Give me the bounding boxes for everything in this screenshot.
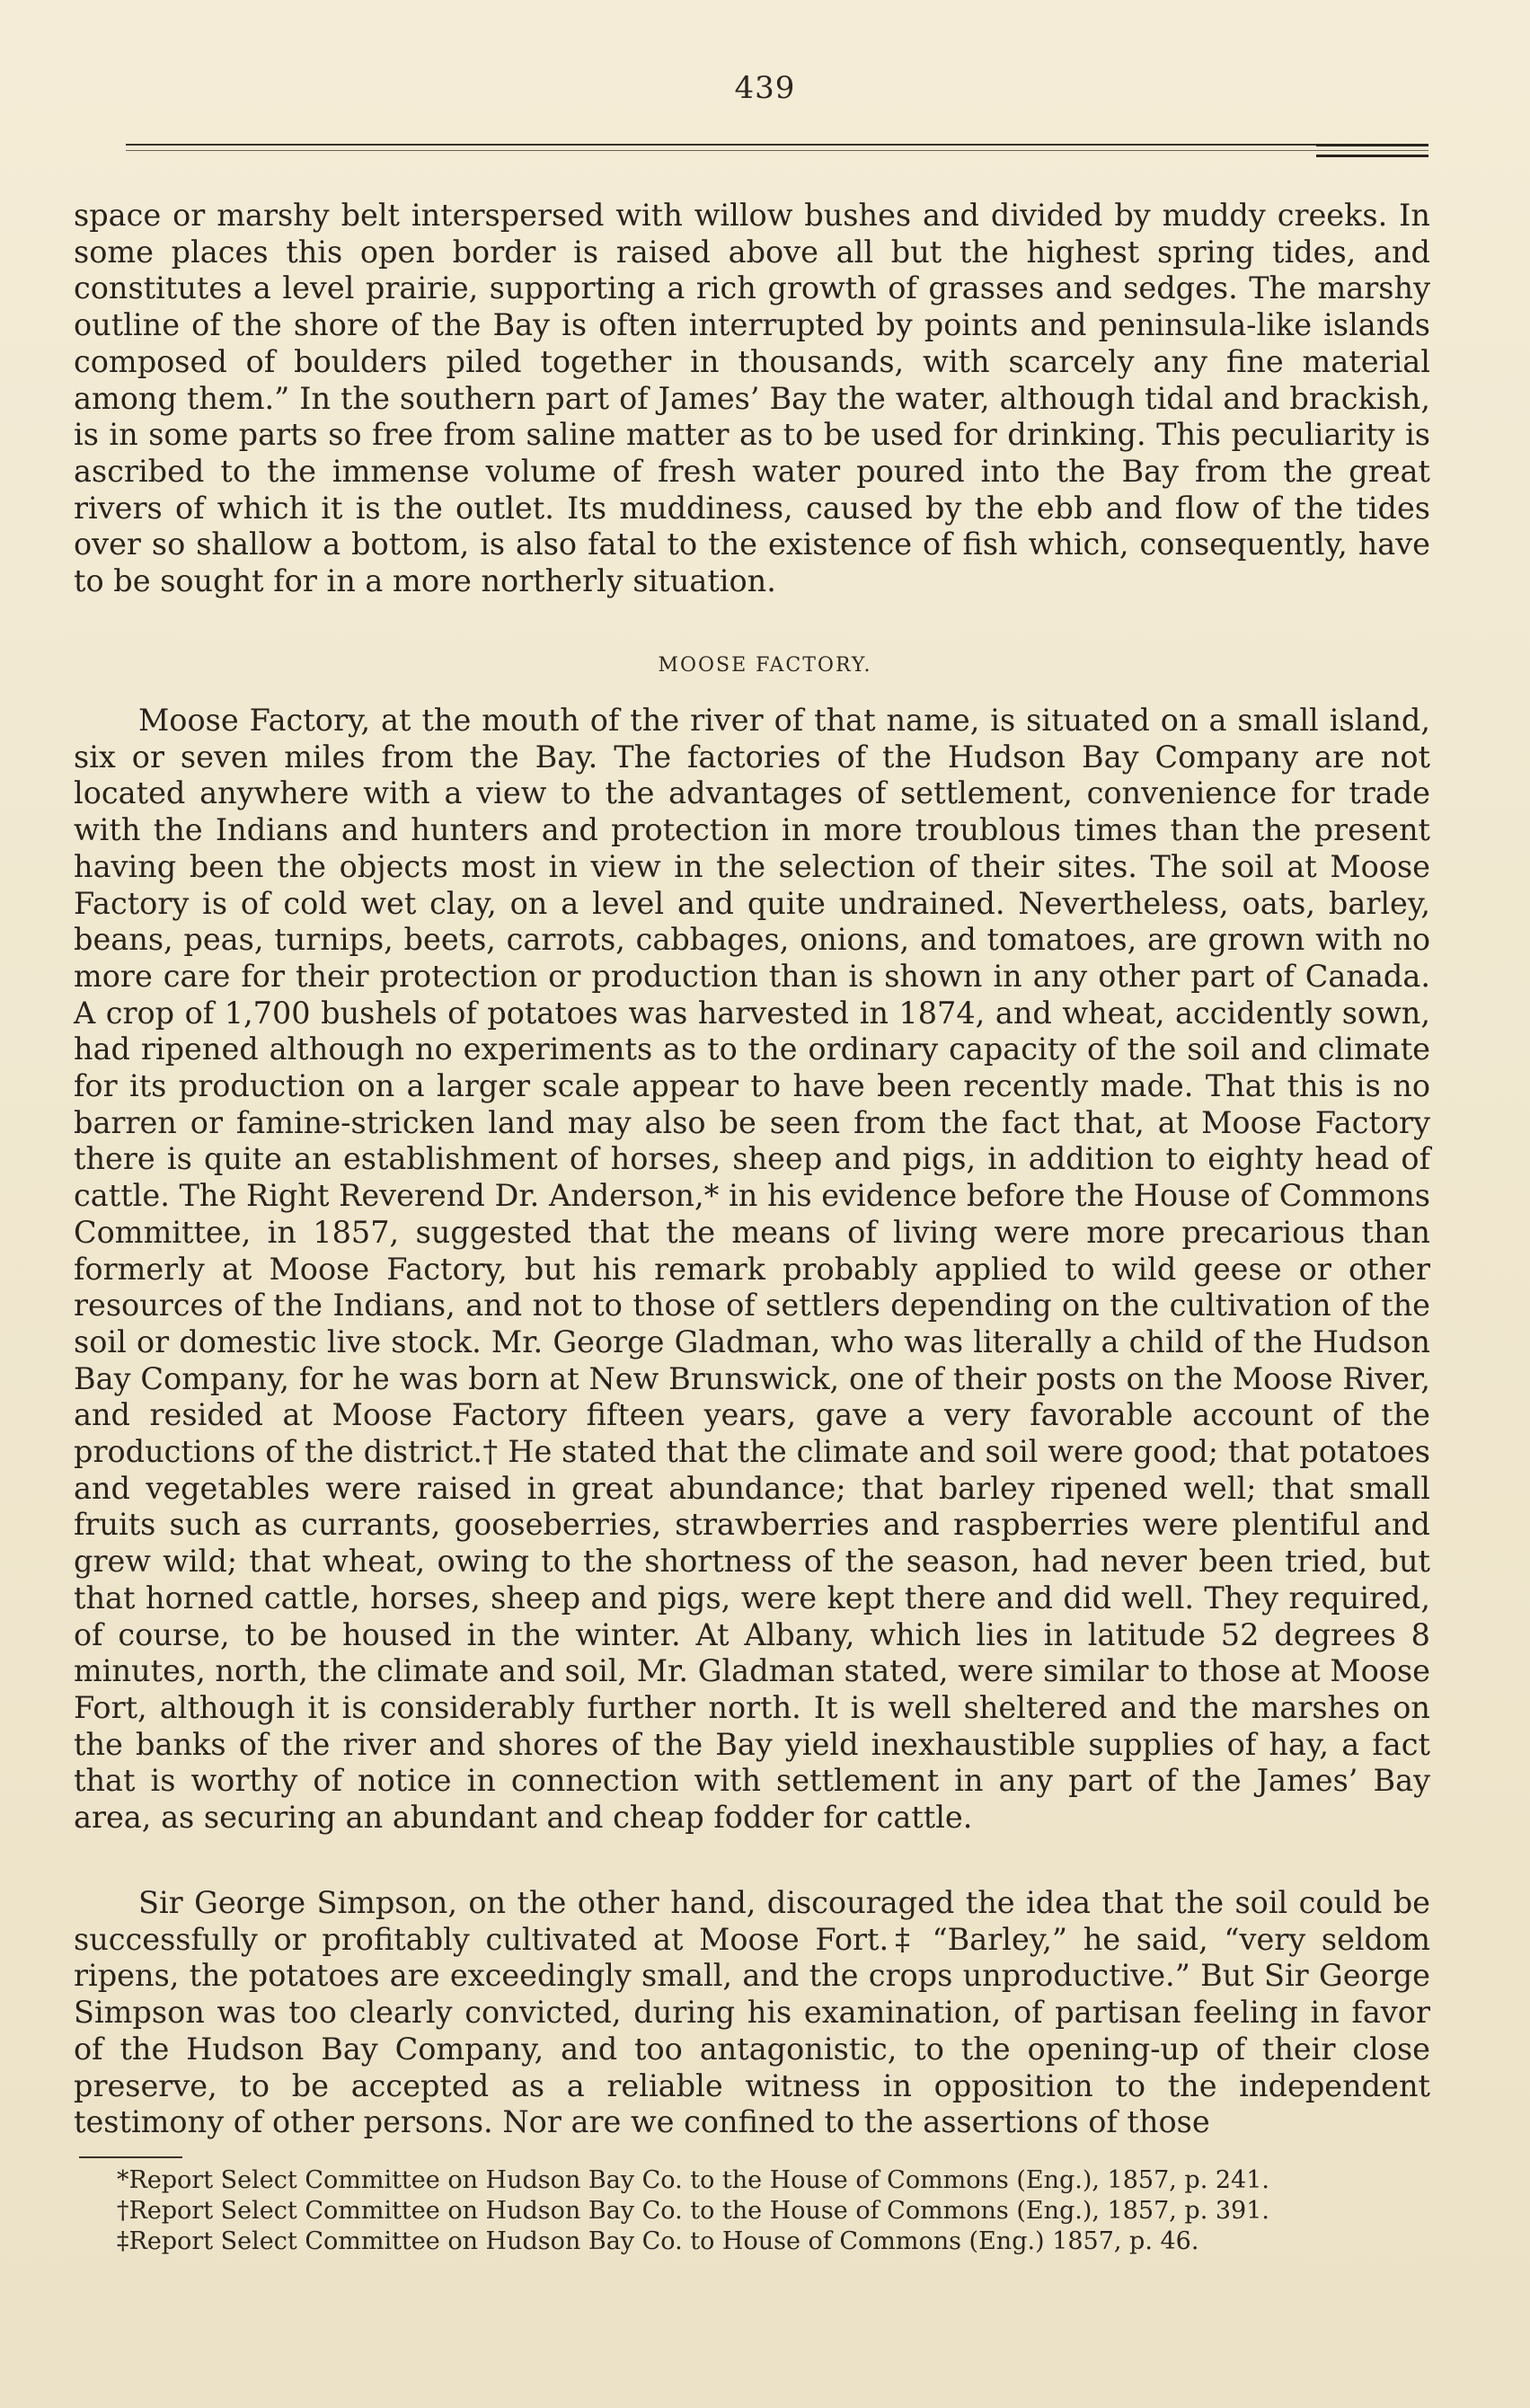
- page-number: 439: [734, 70, 796, 106]
- footnote-2: †Report Select Committee on Hudson Bay Co. to the House of Commons (Eng.), 1857, p. 391.: [117, 2197, 1270, 2225]
- footnotes: [117, 2165, 1437, 2257]
- footnote-rule: [79, 2156, 182, 2158]
- header-rule: [126, 144, 1428, 146]
- header-rule-thin: [126, 150, 1428, 151]
- header-rule-ornament: [1316, 144, 1428, 157]
- section-heading: MOOSE FACTORY.: [658, 654, 872, 677]
- footnote-3: ‡Report Select Committee on Hudson Bay Co. to House of Commons (Eng.) 1857, p. 46.: [117, 2227, 1199, 2255]
- footnote-1: *Report Select Committee on Hudson Bay Co. to the House of Commons (Eng.), 1857, p. 241.: [117, 2166, 1270, 2194]
- paragraph-continued: space or marshy belt interspersed with willow bushes and divided by muddy creeks. In some places this open border is raised above all but the highest spring tides, and constitutes a level prairie, supporting a rich growth of grasses and sedges. The marshy outline of the shore of the Bay is often interrupted by points and peninsula-like islands composed of boulders piled together in thousands, with scarcely any fine material among them.” In the southern part of James’ Bay the water, although tidal and brackish, is in some parts so free from saline matter as to be used for drinking. This peculiarity is ascribed to the immense volume of fresh water poured into the Bay from the great rivers of which it is the outlet. Its muddiness, caused by the ebb and flow of the tides over so shallow a bottom, is also fatal to the existence of fish which, consequently, have to be sought for in a more northerly situation.: [74, 198, 1430, 599]
- paragraph-moose-factory: Moose Factory, at the mouth of the river of that name, is situated on a small island, six or seven miles from the Bay. The factories of the Hudson Bay Company are not located anywhere with a view to the advantages of settlement, convenience for trade with the Indians and hunters and protection in more troublous times than the present having been the objects most in view in the selection of their sites. The soil at Moose Factory is of cold wet clay, on a level and quite undrained. Nevertheless, oats, barley, beans, peas, turnips, beets, carrots, cabbages, onions, and tomatoes, are grown with no more care for their protection or production than is shown in any other part of Canada. A crop of 1,700 bushels of potatoes was harvested in 1874, and wheat, accidently sown, had ripened although no experiments as to the ordinary capacity of the soil and climate for its production on a larger scale appear to have been recently made. That this is no barren or famine-stricken land may also be seen from the fact that, at Moose Factory there is quite an establishment of horses, sheep and pigs, in addition to eighty head of cattle. The Right Reverend Dr. Anderson,* in his evidence before the House of Commons Committee, in 1857, suggested that the means of living were more precarious than formerly at Moose Factory, but his remark probably applied to wild geese or other resources of the Indians, and not to those of settlers depending on the cultivation of the soil or domestic live stock. Mr. George Gladman, who was literally a child of the Hudson Bay Company, for he was born at New Brunswick, one of their posts on the Moose River, and resided at Moose Factory fifteen years, gave a very favorable account of the productions of the district.† He stated that the climate and soil were good; that potatoes and vegetables were raised in great abundance; that barley ripened well; that small fruits such as currants, gooseberries, strawberries and raspberries were plentiful and grew wild; that wheat, owing to the shortness of the season, had never been tried, but that horned cattle, horses, sheep and pigs, were kept there and did well. They required, of course, to be housed in the winter. At Albany, which lies in latitude 52 degrees 8 minutes, north, the climate and soil, Mr. Gladman stated, were similar to those at Moose Fort, although it is considerably further north. It is well sheltered and the marshes on the banks of the river and shores of the Bay yield inexhaustible supplies of hay, a fact that is worthy of notice in connection with settlement in any part of the James’ Bay area, as securing an abundant and cheap fodder for cattle.: [74, 703, 1430, 1836]
- paragraph-sir-george-simpson: Sir George Simpson, on the other hand, discouraged the idea that the soil could be successfully or profitably cultivated at Moose Fort.‡ “Barley,” he said, “very seldom ripens, the potatoes are exceedingly small, and the crops unproductive.” But Sir George Simpson was too clearly convicted, during his examination, of partisan feeling in favor of the Hudson Bay Company, and too antagonistic, to the opening-up of their close preserve, to be accepted as a reliable witness in opposition to the independent testimony of other persons. Nor are we confined to the assertions of those: [74, 1885, 1430, 2140]
